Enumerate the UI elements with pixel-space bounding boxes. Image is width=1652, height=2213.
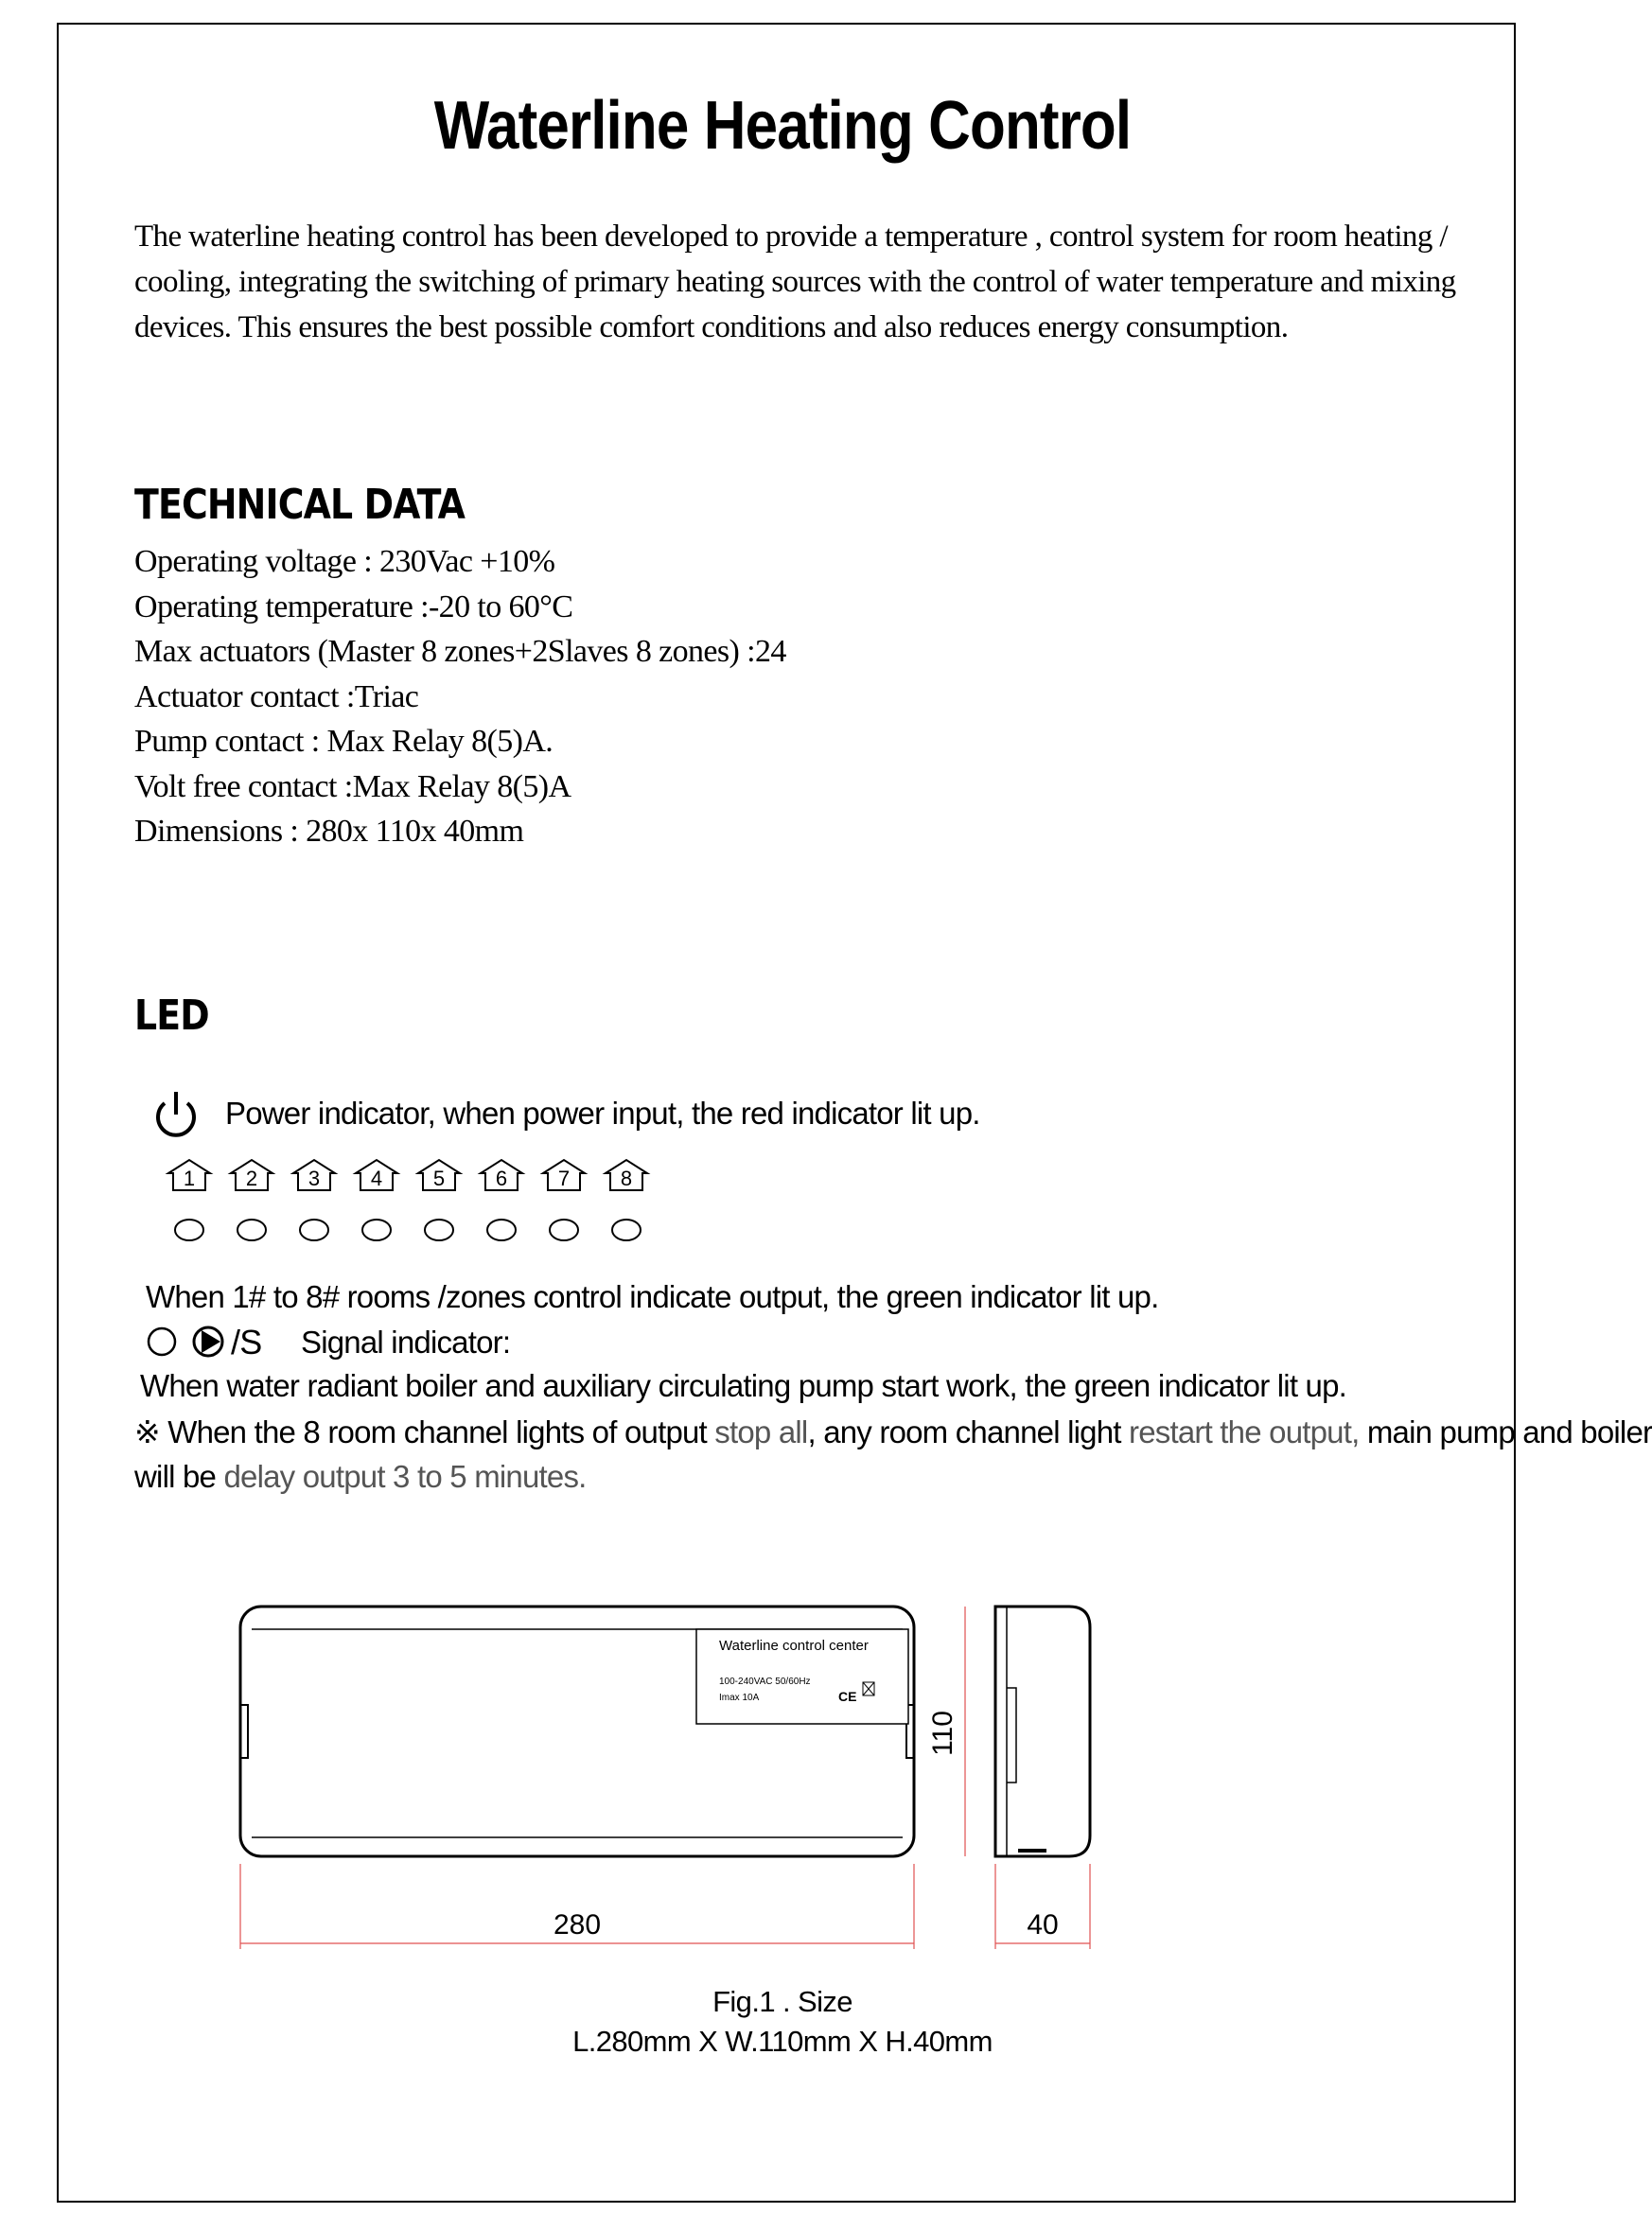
device-label-title: Waterline control center [719,1638,869,1654]
zone-number-6: 6 [495,1167,508,1190]
zone-led-5 [425,1220,453,1240]
figure-size: L.280mm X W.110mm X H.40mm [572,2025,993,2058]
device-label-spec1: 100-240VAC 50/60Hz [719,1677,811,1687]
page-title: Waterline Heating Control [433,88,1132,164]
zone-led-1 [175,1220,203,1240]
zone-number-4: 4 [370,1167,383,1190]
zone-number-5: 5 [432,1167,446,1190]
tech-item-voltage: Operating voltage : 230Vac +10% [134,544,555,579]
tech-item-actuator-contact: Actuator contact :Triac [134,678,419,714]
zones-indicator-text: When 1# to 8# rooms /zones control indicate output, the green indicator lit up. [146,1279,1159,1314]
tech-item-dimensions: Dimensions : 280x 110x 40mm [134,814,524,849]
zone-led-6 [487,1220,516,1240]
note-text-1: ※ When the 8 room channel lights of output [134,1414,715,1449]
signal-symbol: /S [231,1323,262,1361]
zone-led-3 [300,1220,328,1240]
zone-number-3: 3 [308,1167,321,1190]
note-text-3: main pump and boiler [1359,1414,1652,1449]
note-text-4: will be [134,1459,224,1494]
zone-number-2: 2 [245,1167,258,1190]
power-icon [151,1088,201,1141]
led-heading: LED [134,992,209,1040]
note-stop: stop all [714,1414,808,1449]
zone-led-7 [550,1220,578,1240]
device-label-spec2: Imax 10A [719,1693,760,1703]
width-dimension: 110 [927,1711,958,1756]
delay-note-line1 [134,1414,1652,1450]
note-delay: delay output 3 to 5 minutes. [223,1459,587,1494]
note-restart: restart the output, [1129,1414,1360,1449]
intro-paragraph: The waterline heating control has been developed to provide a temperature , control system for room heating / cooling, integrating the switching of primary heating sources with the control of water temperature and mixing devices. This ensures the best possible comfort conditions and also reduces energy consumption. [134,220,1456,344]
zone-indicators [161,1156,662,1251]
zone-number-1: 1 [183,1167,196,1190]
technical-data-heading: TECHNICAL DATA [134,481,466,529]
dimension-drawing [227,1589,1116,1968]
height-dimension: 40 [1027,1909,1059,1941]
ce-mark: CE [838,1689,857,1704]
zone-led-8 [612,1220,641,1240]
tech-item-volt-free-contact: Volt free contact :Max Relay 8(5)A [134,768,571,804]
zone-led-4 [362,1220,391,1240]
note-text-2: , any room channel light [807,1414,1130,1449]
figure-caption: Fig.1 . Size [712,1985,852,2018]
pump-indicator-text: When water radiant boiler and auxiliary circulating pump start work, the green indicator lit up. [140,1368,1347,1403]
side-view-outline [995,1607,1090,1856]
technical-data-list [134,539,786,854]
tech-item-pump-contact: Pump contact : Max Relay 8(5)A. [134,724,554,759]
length-dimension: 280 [553,1909,602,1941]
power-indicator-text: Power indicator, when power input, the red indicator lit up. [225,1096,980,1131]
signal-indicator-icons [146,1323,223,1361]
zone-number-8: 8 [620,1167,633,1190]
tech-item-actuators: Max actuators (Master 8 zones+2Slaves 8 zones) :24 [134,634,786,669]
delay-note-line2 [134,1459,587,1495]
signal-led-icon [149,1328,175,1355]
signal-indicator-label: Signal indicator: [301,1325,511,1360]
zone-led-2 [237,1220,266,1240]
tech-item-temperature: Operating temperature :-20 to 60°C [134,588,573,624]
zone-number-7: 7 [557,1167,571,1190]
